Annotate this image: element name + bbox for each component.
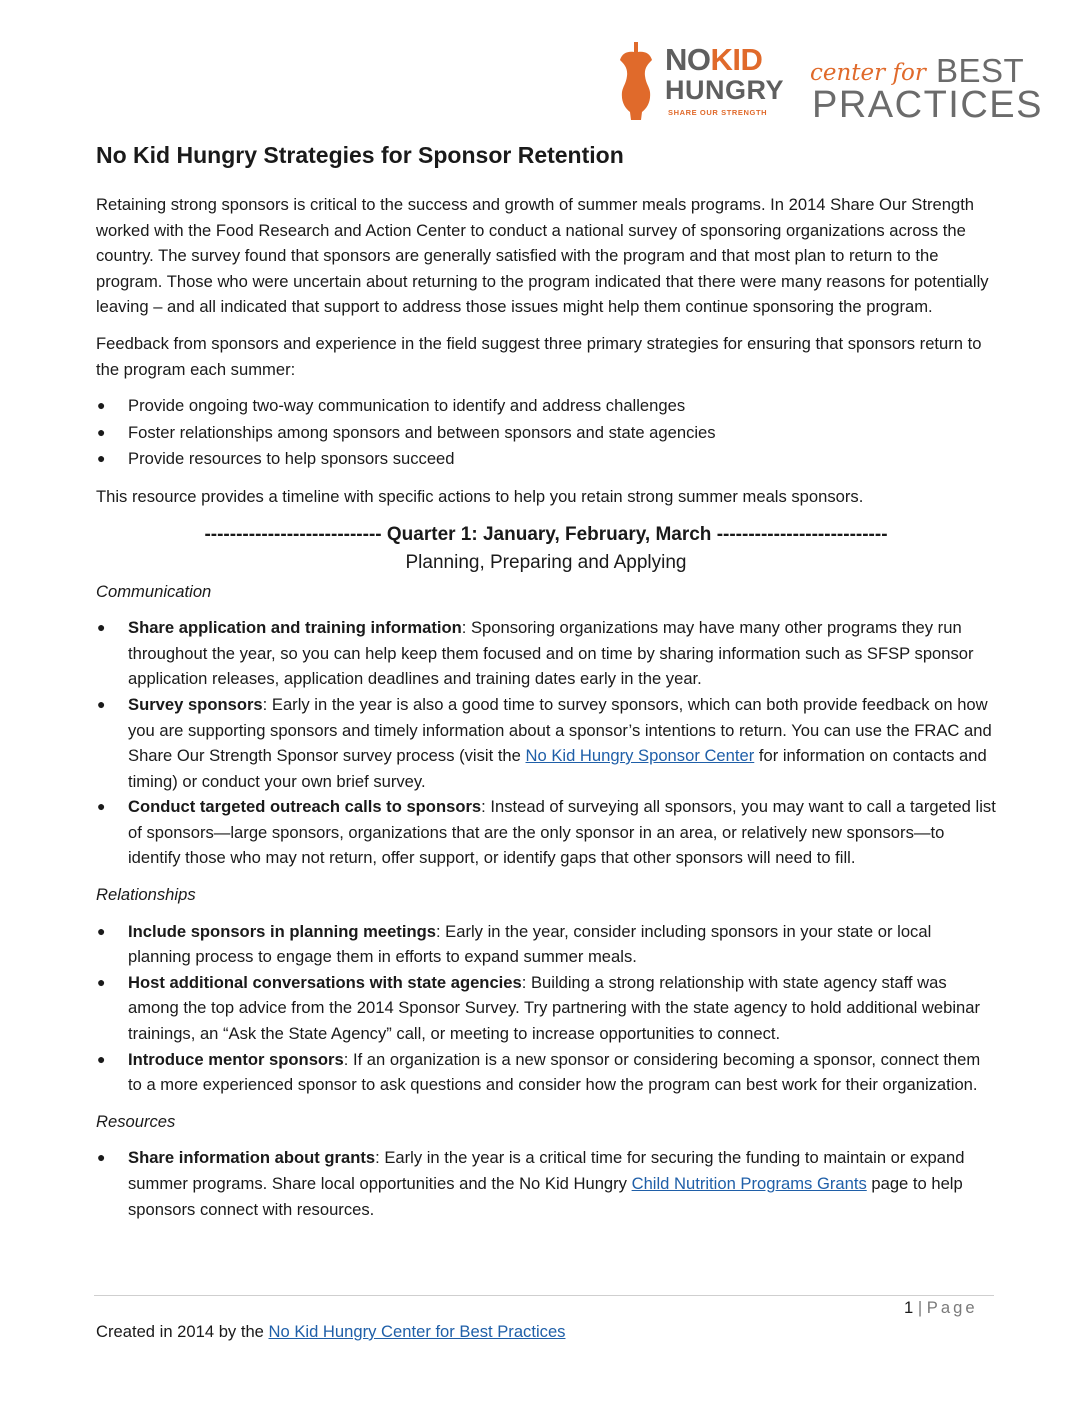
- list-item: ● Survey sponsors: Early in the year is also a good time to survey sponsors, which can both provide feedback on how you are supporting sponsors and timely information about a sponsor’s intentions to return. You can use the FRAC and Share Our Strength Sponsor survey process (visit the No Kid Hungry Sponsor Center for information on contacts and timing) or conduct your own brief survey.: [96, 692, 996, 794]
- quarter-heading: ---------------------------- Quarter 1: January, February, March ---------------------------: [204, 523, 888, 545]
- list-item: ● Conduct targeted outreach calls to sponsors: Instead of surveying all sponsors, you may want to call a targeted list of sponsors—large sponsors, organizations that are the only sponsor in an area, or relatively new sponsors—to identify those who may not return, offer support, or identify gaps that other sponsors will need to fill.: [96, 794, 996, 871]
- logo-hungry-text: HUNGRY: [665, 75, 785, 105]
- footer-divider: [94, 1295, 994, 1296]
- bullet-icon: ●: [97, 973, 106, 990]
- sponsor-center-link[interactable]: No Kid Hungry Sponsor Center: [525, 746, 755, 766]
- strategy-list: [96, 393, 996, 472]
- footer-credit: Created in 2014 by the No Kid Hungry Center for Best Practices: [96, 1322, 566, 1341]
- list-item: ● Provide resources to help sponsors succeed: [96, 446, 996, 472]
- list-item: ● Include sponsors in planning meetings: Early in the year, consider including sponsors in your state or local planning process to engage them in efforts to expand summer meals.: [96, 919, 996, 970]
- bullet-icon: ●: [97, 450, 106, 467]
- bullet-icon: ●: [97, 423, 106, 440]
- logo-practices: PRACTICES: [812, 84, 1043, 126]
- bullet-icon: ●: [97, 798, 106, 815]
- relationships-list: [96, 919, 996, 1098]
- list-item: ● Share information about grants: Early in the year is a critical time for securing the funding to maintain or expand summer programs. Share local opportunities and the No Kid Hungry Child Nutrition Programs Grants page to help sponsors connect with resources.: [96, 1145, 996, 1222]
- center-link[interactable]: No Kid Hungry Center for Best Practices: [268, 1322, 566, 1341]
- no-kid-hungry-logo: [614, 40, 1043, 126]
- list-item: ● Share application and training information: Sponsoring organizations may have many other programs they run throughout the year, so you can help keep them focused and on time by sharing information such as SFSP sponsor application releases, application deadlines and training dates early in the year.: [96, 615, 996, 692]
- page-title: No Kid Hungry Strategies for Sponsor Retention: [96, 142, 624, 168]
- intro-paragraph: Retaining strong sponsors is critical to the success and growth of summer meals programs. In 2014 Share Our Strength worked with the Food Research and Action Center to conduct a national survey of sponsoring organizations across the country. The survey found that sponsors are generally satisfied with the program and that most plan to return to the program. Those who were uncertain about returning to the program indicated that there were many reasons for potentially leaving – and all indicated that support to address those issues might help them continue sponsoring the program.: [96, 195, 989, 317]
- section-communication: Communication: [96, 581, 212, 601]
- quarter-subheading: Planning, Preparing and Applying: [405, 551, 687, 573]
- section-resources: Resources: [96, 1111, 176, 1131]
- resources-list: [96, 1145, 996, 1222]
- logo-tagline: SHARE OUR STRENGTH: [668, 108, 768, 117]
- bullet-icon: ●: [97, 397, 106, 414]
- logo-best: BEST: [936, 52, 1025, 89]
- apple-core-icon: [614, 42, 658, 120]
- timeline-intro: This resource provides a timeline with specific actions to help you retain strong summer meals sponsors.: [96, 486, 864, 506]
- logo-nokid-text: NOKID: [665, 42, 763, 77]
- bullet-icon: ●: [97, 1149, 106, 1166]
- bullet-icon: ●: [97, 922, 106, 939]
- list-item: ● Foster relationships among sponsors and between sponsors and state agencies: [96, 420, 996, 446]
- page-number: 1 | Page: [904, 1298, 978, 1317]
- grants-page-link[interactable]: Child Nutrition Programs Grants: [631, 1174, 867, 1193]
- list-item: ● Host additional conversations with state agencies: Building a strong relationship with state agency staff was among the top advice from the 2014 Sponsor Survey. Try partnering with the state agency to hold additional webinar trainings, an “Ask the State Agency” call, or meeting to increase opportunities to connect.: [96, 970, 996, 1047]
- bullet-icon: ●: [97, 1050, 106, 1067]
- section-relationships: Relationships: [96, 885, 196, 905]
- bullet-icon: ●: [97, 695, 106, 712]
- communication-list: [96, 615, 996, 871]
- logo-center-for: center for: [810, 60, 926, 86]
- list-item: ● Provide ongoing two-way communication to identify and address challenges: [96, 393, 996, 419]
- strategies-intro: Feedback from sponsors and experience in the field suggest three primary strategies for ensuring that sponsors return to the program each summer:: [96, 333, 982, 379]
- list-item: ● Introduce mentor sponsors: If an organization is a new sponsor or considering becoming a sponsor, connect them to a more experienced sponsor to ask questions and consider how the program can best work for their organization.: [96, 1047, 996, 1098]
- bullet-icon: ●: [97, 619, 106, 636]
- document-body: [96, 192, 996, 1222]
